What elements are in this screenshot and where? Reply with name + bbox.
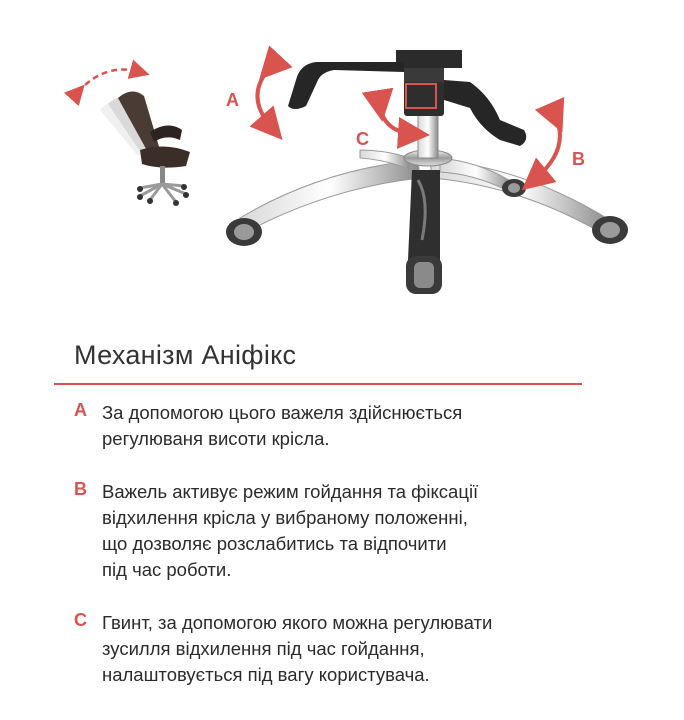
description-line: зусилля відхилення під час гойдання, [102,638,425,659]
adjust-arrow-a [257,68,272,128]
description-line: налаштовується під вагу користувача. [102,664,430,685]
description-line: під час роботи. [102,559,232,580]
feature-item-c [74,610,614,688]
title-divider [54,383,582,385]
description-line: відхилення крісла у вибраному положенні, [102,507,468,528]
caster-wheel [592,216,628,244]
feature-item-b [74,479,614,583]
label-b: B [572,149,585,169]
section-title: Механізм Аніфікс [74,340,297,370]
tilting-chair-icon [78,70,190,207]
caster-wheel [502,179,526,197]
caster-wheel [226,218,262,246]
description-line: За допомогою цього важеля здійснюється [102,402,463,423]
feature-description [102,400,614,452]
caster-wheel [406,256,442,294]
adjust-arrow-b [534,118,560,180]
feature-description [102,479,614,583]
mechanism-illustration [0,0,684,320]
feature-item-a [74,400,614,452]
label-a: A [226,90,239,110]
feature-letter: C [74,610,87,630]
description-line: регулюваня висоти крісла. [102,428,330,449]
description-line: Гвинт, за допомогою якого можна регулювати [102,612,493,633]
description-line: що дозволяє розслабитись та відпочити [102,533,447,554]
feature-letter: A [74,400,87,420]
feature-description [102,610,614,688]
description-line: Важель активує режим гойдання та фіксації [102,481,479,502]
label-c: C [356,129,369,149]
feature-letter: B [74,479,87,499]
chair-base-and-mechanism [226,50,628,294]
